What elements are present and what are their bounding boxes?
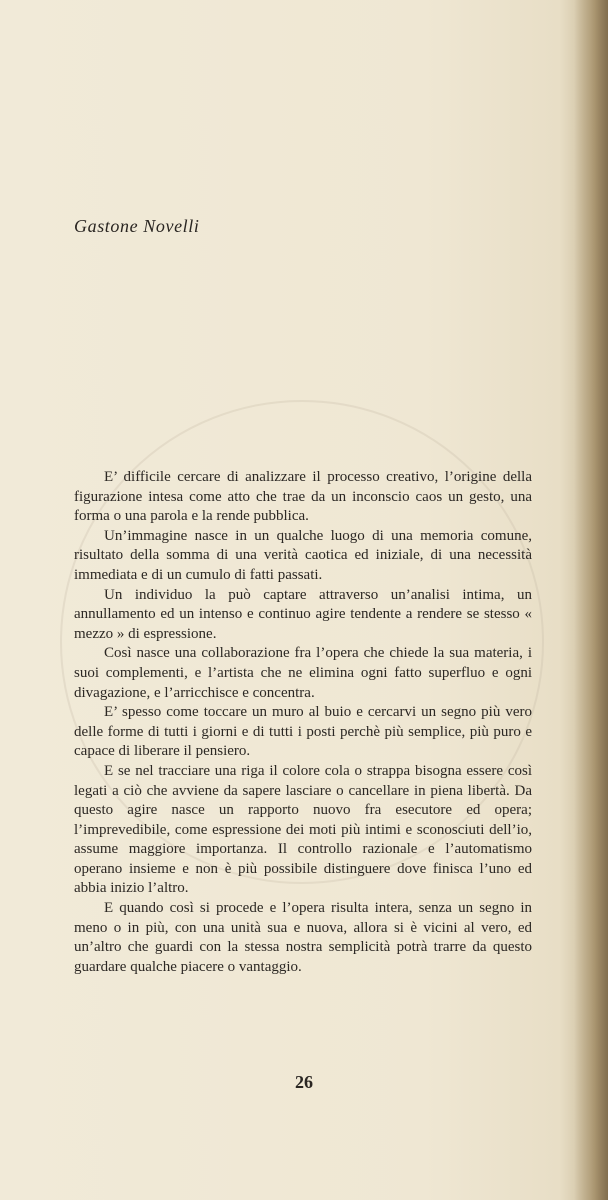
page-number: 26 <box>295 1072 313 1092</box>
paragraph: E se nel tracciare una riga il colore cola o strappa bisogna essere così legati a ciò che avviene da sapere lasciare o cancellare in piena libertà. Da questo agire nasce un rapporto nuovo fra esecutore ed opera; l’imprevedibile, come espressione dei moti più intimi e sconosciuti dell’io, assume maggiore importanza. Il controllo razionale e l’automatismo operano insieme e non è più possibile distinguere dove finisca l’uno ed abbia inizio l’altro. <box>74 762 532 897</box>
paragraph: Un individuo la può captare attraverso un’analisi intima, un annullamento ed un intenso e continuo agire tendente a rendere se stesso « mezzo » di espressione. <box>74 586 532 642</box>
paragraph: E’ difficile cercare di analizzare il processo creativo, l’origine della figurazione intesa come atto che trae da un inconscio caos un gesto, una forma o una parola e la rende pubblica. <box>74 469 532 525</box>
binding-shadow <box>574 0 608 1200</box>
paragraph: Così nasce una collaborazione fra l’opera che chiede la sua materia, i suoi complementi, e l’artista che ne elimina ogni fatto superfluo e ogni divagazione, e l’arricchisce e concentra. <box>74 645 532 701</box>
paragraph: Un’immagine nasce in un qualche luogo di una memoria comune, risultato della somma di una verità caotica ed iniziale, di una necessità immediata e di un cumulo di fatti passati. <box>74 527 532 583</box>
paragraph: E quando così si procede e l’opera risulta intera, senza un segno in meno o in più, con una unità sua e nuova, allora si è vicini al vero, ed un’altro che guardi con la stessa nostra semplicità potrà trarre da questo guardare qualche piacere o vantaggio. <box>74 900 532 975</box>
essay-body <box>74 468 532 977</box>
paragraph: E’ spesso come toccare un muro al buio e cercarvi un segno più vero delle forme di tutti i giorni e di tutti i posti perchè più semplice, più puro e capace di liberare il pensiero. <box>74 704 532 760</box>
author-name: Gastone Novelli <box>74 216 200 236</box>
